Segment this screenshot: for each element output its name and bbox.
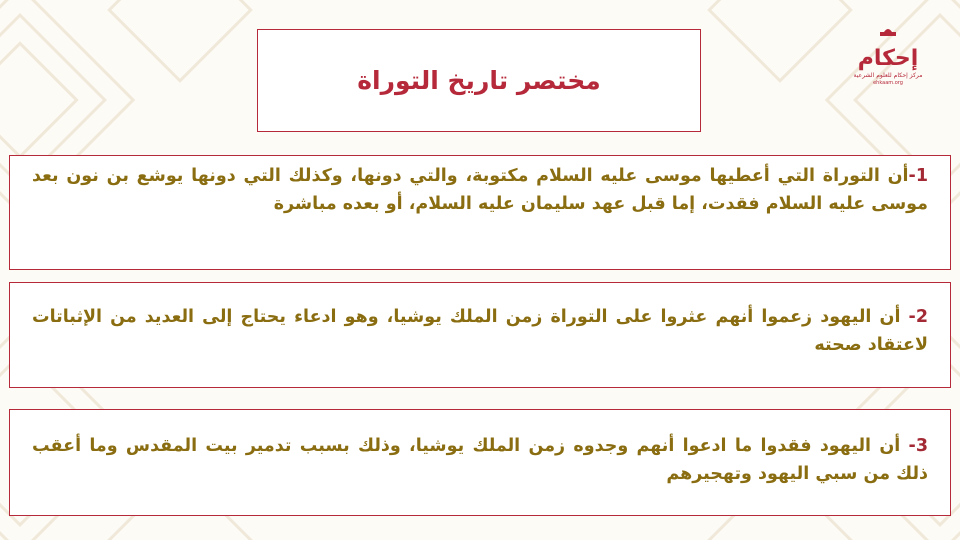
point-number: 2- [908,307,928,327]
logo-url: ehkaam.org [873,80,903,86]
point-number: 3- [908,436,928,456]
point-text: أن اليهود فقدوا ما ادعوا أنهم وجدوه زمن الملك يوشيا، وذلك بسبب تدمير بيت المقدس وما أعقب ذلك من سبي اليهود وتهجيرهم [32,436,928,484]
point-text: أن التوراة التي أعطيها موسى عليه السلام مكتوبة، والتي دونها، وكذلك التي دونها يوشع بن نون بعد موسى عليه السلام فقدت، إما قبل عهد سليمان عليه السلام، أو بعده مباشرة [32,166,928,214]
point-number: 1- [908,166,928,186]
page-title: مختصر تاريخ التوراة [357,66,601,95]
logo-word: إحكام [857,46,919,71]
logo [848,26,928,96]
point-box-1 [9,155,951,270]
title-box [257,29,701,132]
point-box-3 [9,409,951,516]
point-text: أن اليهود زعموا أنهم عثروا على التوراة زمن الملك يوشيا، وهو ادعاء يحتاج إلى العديد من الإثباتات لاعتقاد صحته [32,307,928,355]
logo-subtitle: مركز إحكام للعلوم الشرعية [853,72,923,79]
point-box-2 [9,282,951,388]
mosque-icon [878,26,898,36]
